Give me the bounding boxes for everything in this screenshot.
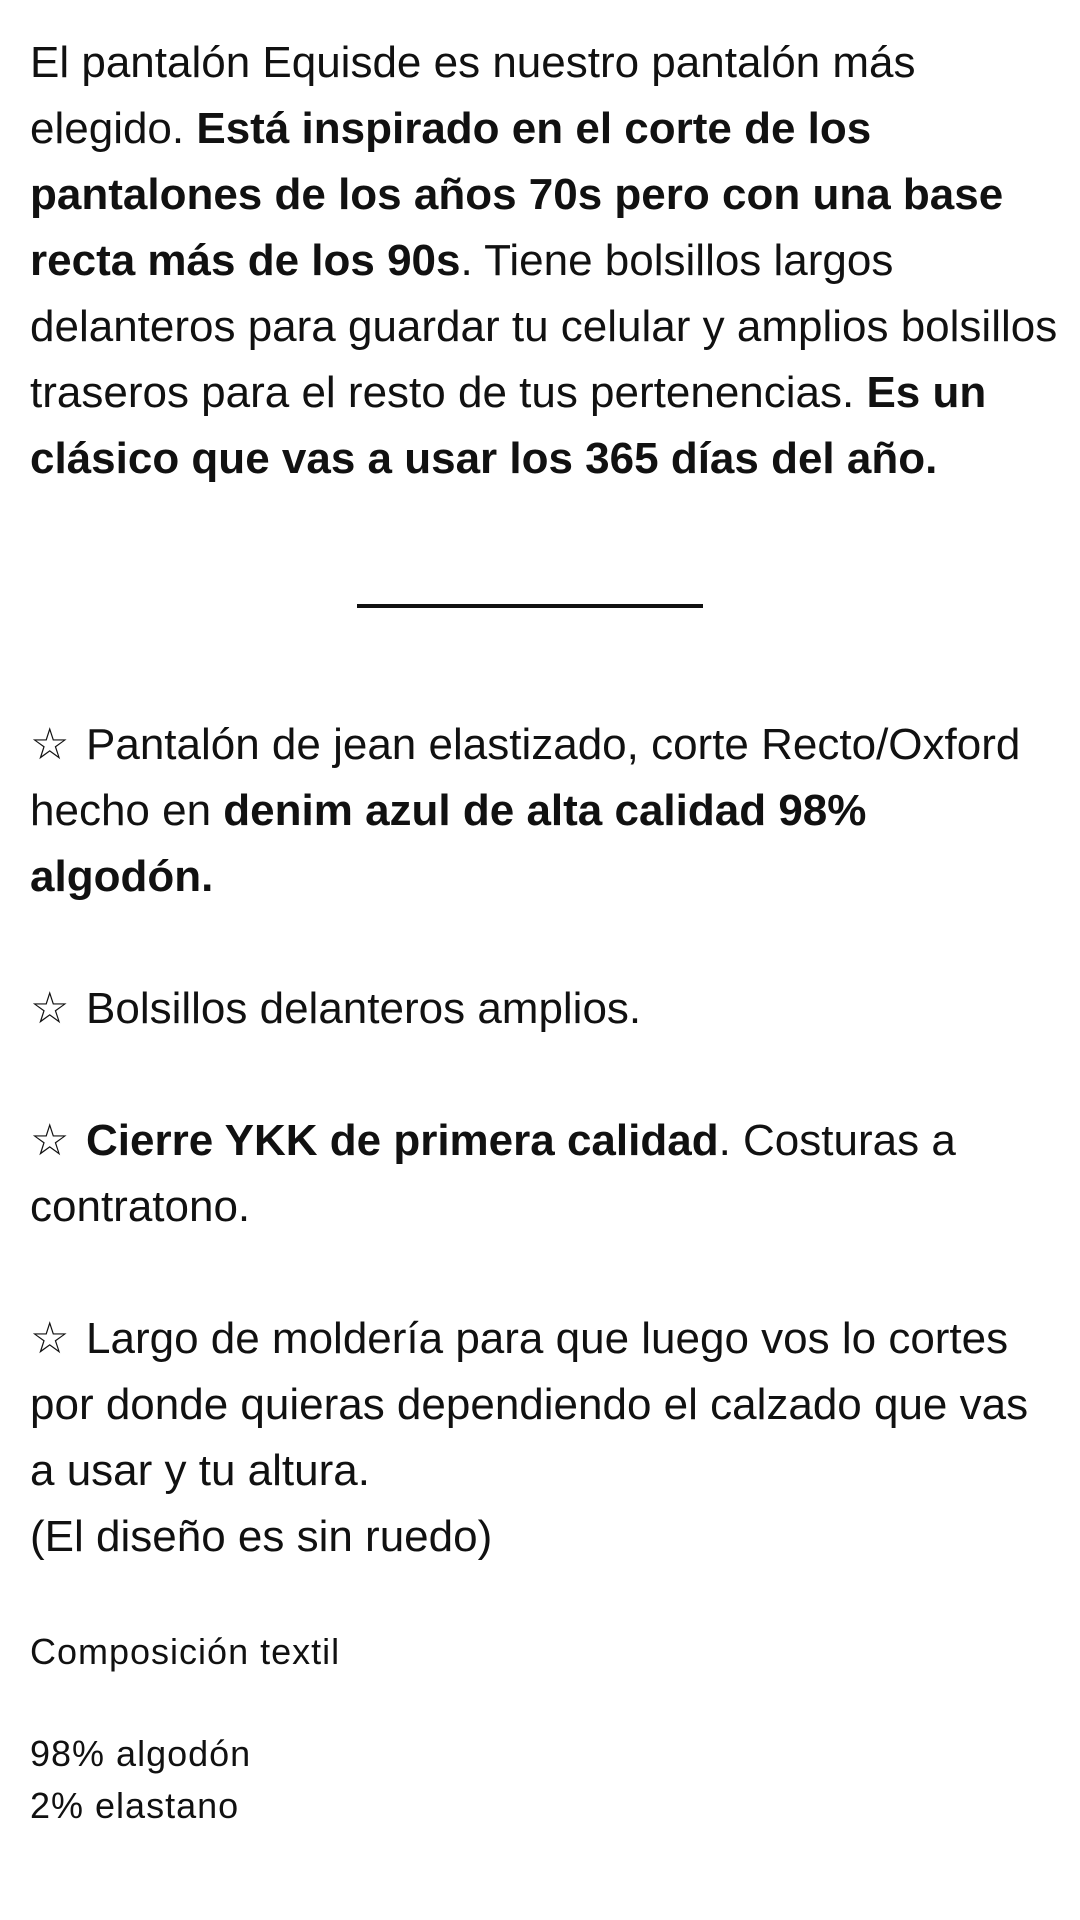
- feature-item: [30, 712, 1060, 910]
- composition-item: 98% algodón: [30, 1733, 252, 1774]
- intro-text-2: . Tiene bolsillos largos delanteros para guardar tu celular y amplios bolsillos traseros para el resto de tus pertenencias.: [30, 236, 1058, 417]
- star-outline-icon: ☆: [30, 719, 70, 770]
- product-description: [30, 30, 1060, 1832]
- intro-bold-1: Está inspirado en el corte de los pantalones de los años 70s pero con una base recta más de los 90s: [30, 104, 1004, 285]
- star-outline-icon: ☆: [30, 983, 70, 1034]
- star-outline-icon: ☆: [30, 1115, 70, 1166]
- feature-item: [30, 1108, 1060, 1240]
- composition-title: Composición textil: [30, 1631, 341, 1672]
- intro-paragraph: [30, 30, 1060, 492]
- feature-bold-text: Cierre YKK de primera calidad: [86, 1116, 719, 1165]
- feature-text: Pantalón de jean elastizado, corte Recto/Oxford hecho en: [30, 720, 1021, 835]
- feature-item: [30, 976, 1060, 1042]
- feature-note: (El diseño es sin ruedo): [30, 1512, 493, 1561]
- composition-item: 2% elastano: [30, 1785, 240, 1826]
- intro-bold-2: Es un clásico que vas a usar los 365 días del año.: [30, 368, 987, 483]
- feature-list: [30, 712, 1060, 1570]
- section-divider: [357, 604, 703, 608]
- feature-item: [30, 1306, 1060, 1570]
- feature-bold-text: denim azul de alta calidad 98% algodón.: [30, 786, 867, 901]
- composition-list: [30, 1728, 1060, 1832]
- feature-text: . Costuras a contratono.: [30, 1116, 956, 1231]
- intro-text-1: El pantalón Equisde es nuestro pantalón más elegido.: [30, 38, 916, 153]
- star-outline-icon: ☆: [30, 1313, 70, 1364]
- feature-text: Largo de moldería para que luego vos lo cortes por donde quieras dependiendo el calzado que vas a usar y tu altura.: [30, 1314, 1029, 1495]
- feature-text: Bolsillos delanteros amplios.: [86, 984, 642, 1033]
